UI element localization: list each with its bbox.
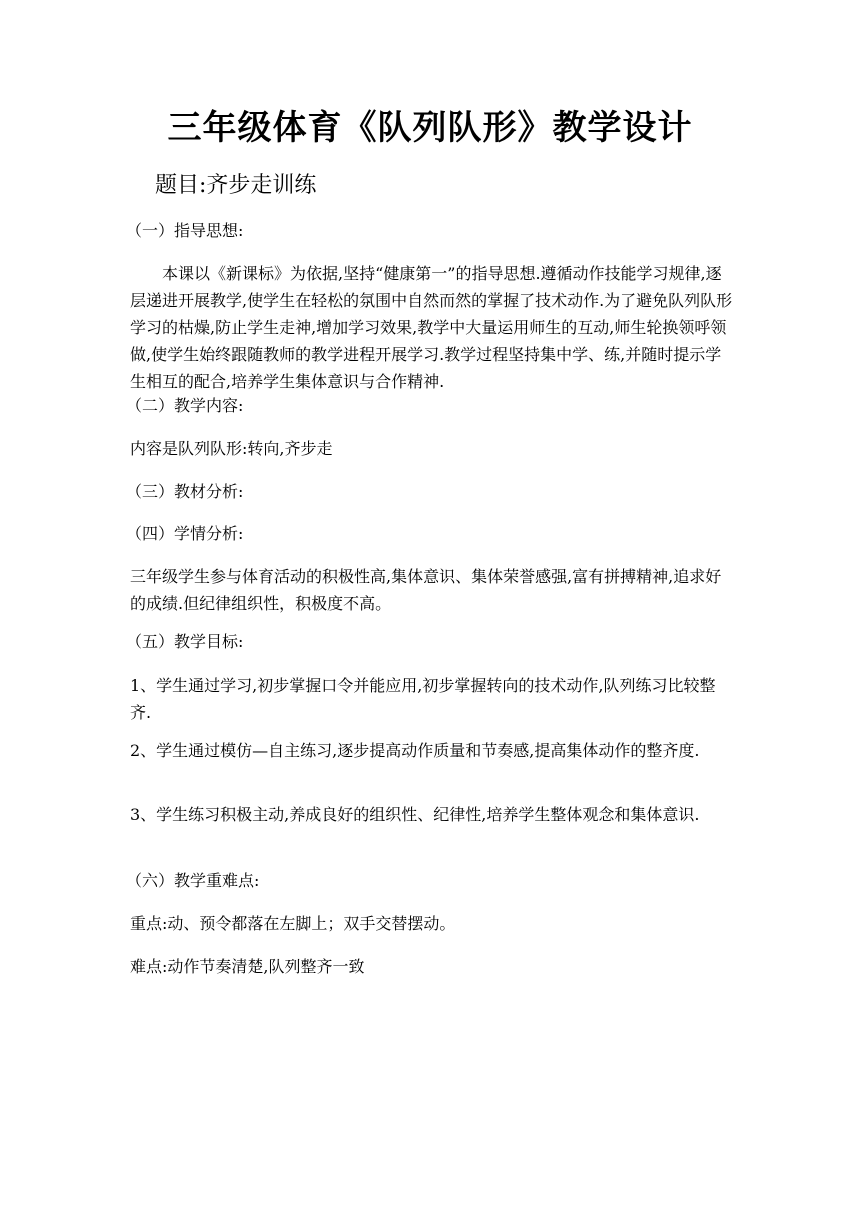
section-heading-learner-analysis: （四）学情分析: bbox=[126, 524, 244, 543]
section-heading-key-points: （六）教学重难点: bbox=[126, 871, 260, 890]
paragraph-difficulty: 难点:动作节奏清楚,队列整齐一致 bbox=[130, 957, 365, 976]
document-subtitle: 题目:齐步走训练 bbox=[155, 173, 317, 198]
paragraph-key-point: 重点:动、预令都落在左脚上；双手交替摆动。 bbox=[130, 914, 456, 933]
paragraph-teaching-content: 内容是队列队形:转向,齐步走 bbox=[130, 439, 333, 458]
goal-item-3: 3、学生练习积极主动,养成良好的组织性、纪律性,培养学生整体观念和集体意识. bbox=[130, 805, 700, 824]
section-heading-teaching-goals: （五）教学目标: bbox=[126, 632, 244, 651]
section-heading-material-analysis: （三）教材分析: bbox=[126, 482, 244, 501]
section-heading-guiding-thought: （一）指导思想: bbox=[126, 221, 244, 240]
goal-item-1: 1、学生通过学习,初步掌握口令并能应用,初步掌握转向的技术动作,队列练习比较整齐. bbox=[130, 676, 716, 722]
section-heading-teaching-content: （二）教学内容: bbox=[126, 396, 244, 415]
paragraph-learner-analysis: 三年级学生参与体育活动的积极性高,集体意识、集体荣誉感强,富有拼搏精神,追求好的成绩.但纪律组织性，积极度不高。 bbox=[130, 567, 722, 613]
paragraph-guiding-thought: 本课以《新课标》为依据,坚持“健康第一”的指导思想.遵循动作技能学习规律,逐层递进开展教学,使学生在轻松的氛围中自然而然的掌握了技术动作.为了避免队列队形学习的枯燥,防止学生走神,增加学习效果,教学中大量运用师生的互动,师生轮换领呼领做,使学生始终跟随教师的教学进程开展学习.教学过程坚持集中学、练,并随时提示学生相互的配合,培养学生集体意识与合作精神. bbox=[130, 264, 733, 391]
goal-item-2: 2、学生通过模仿—自主练习,逐步提高动作质量和节奏感,提高集体动作的整齐度. bbox=[130, 741, 700, 760]
document-title: 三年级体育《队列队形》教学设计 bbox=[167, 108, 693, 148]
